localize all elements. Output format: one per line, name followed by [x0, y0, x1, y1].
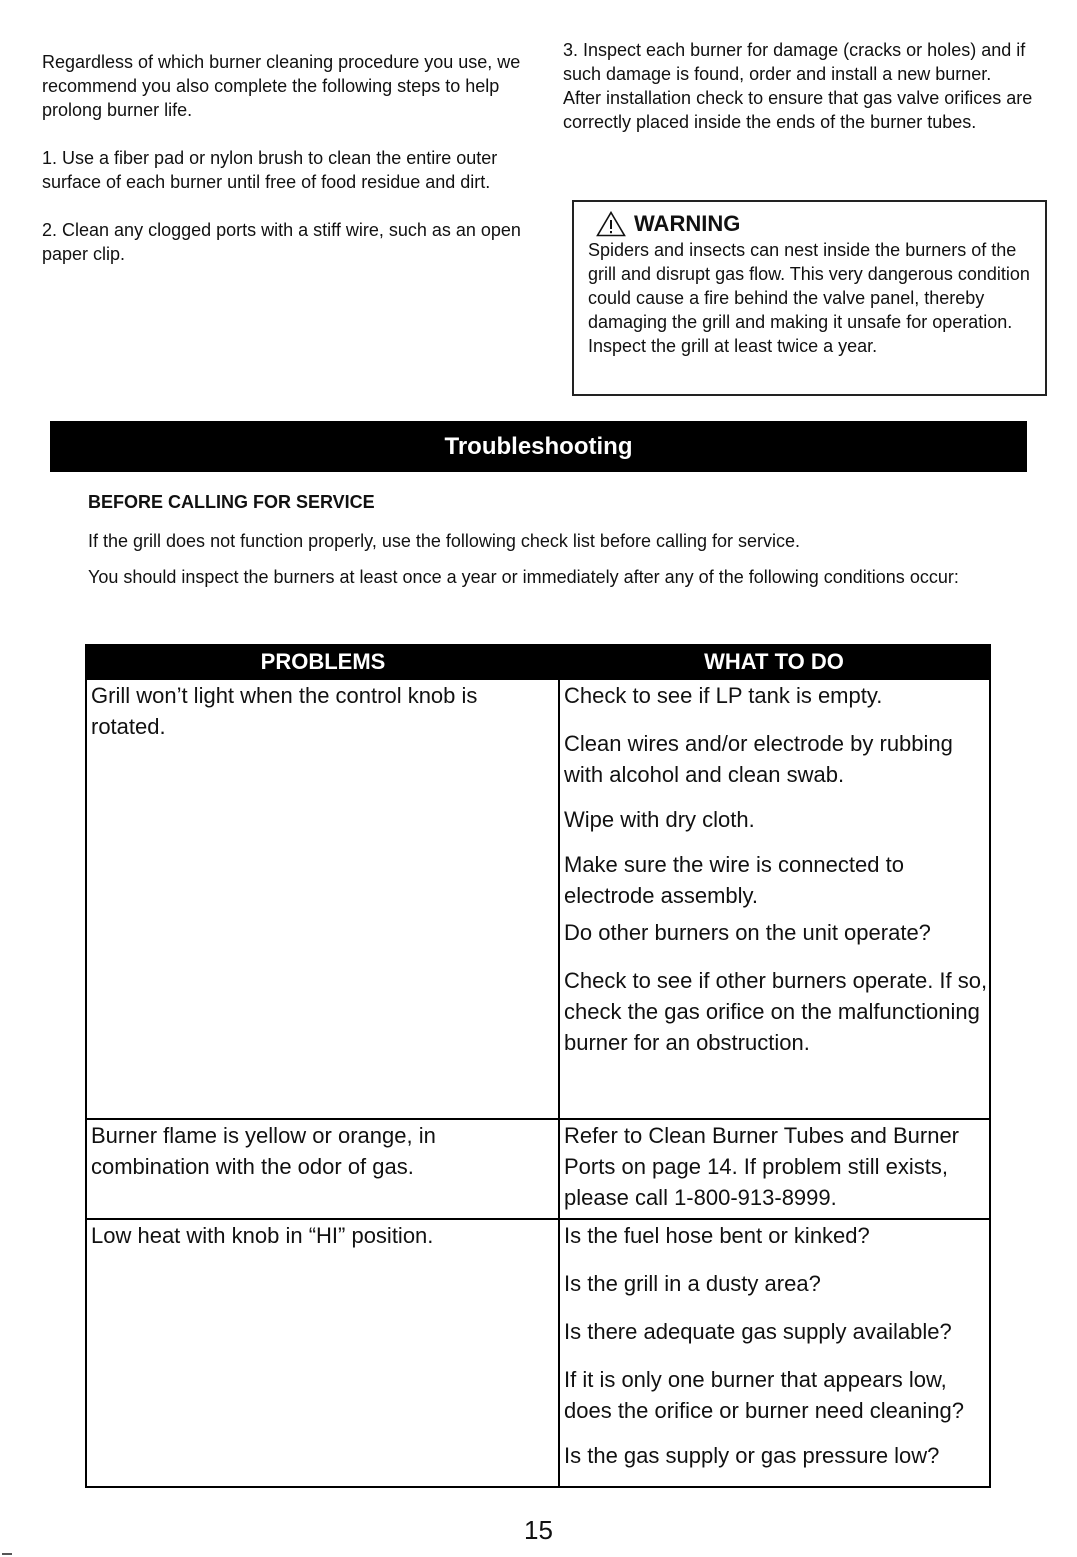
solution-item: Clean wires and/or electrode by rubbing with alcohol and clean swab. [564, 731, 953, 787]
warning-text: Spiders and insects can nest inside the burners of the grill and disrupt gas flow. This very dangerous condition could cause a fire behind the valve panel, thereby damaging the grill and making it unsafe for operation. Inspect the grill at least twice a year. [588, 240, 1030, 356]
solution-item: Check to see if other burners operate. If so, check the gas orifice on the malfunctioning burner for an obstruction. [564, 968, 988, 1055]
warning-triangle-icon [596, 211, 626, 237]
warning-title: WARNING [634, 211, 741, 236]
warning-box [572, 200, 1047, 396]
solution-cell [559, 1219, 990, 1487]
solution-item: Is there adequate gas supply available? [564, 1319, 952, 1344]
solution-cell [559, 679, 990, 1119]
step-1: 1. Use a fiber pad or nylon brush to clean the entire outer surface of each burner until free of food residue and dirt. [42, 148, 498, 192]
troubleshooting-banner [50, 421, 1027, 472]
warning-heading [596, 210, 1035, 238]
column-header-what-to-do: WHAT TO DO [559, 645, 990, 679]
table-row [86, 1119, 990, 1219]
inspection-note: You should inspect the burners at least once a year or immediately after any of the following conditions occur: [88, 567, 959, 587]
solution-item: Do other burners on the unit operate? [564, 920, 931, 945]
problem-cell [86, 679, 559, 1119]
solution-item: Refer to Clean Burner Tubes and Burner Ports on page 14. If problem still exists, please call 1-800-913-8999. [564, 1123, 960, 1210]
problem-cell [86, 1219, 559, 1487]
problem-cell [86, 1119, 559, 1219]
scan-mark [2, 1553, 12, 1555]
table-row [86, 1219, 990, 1487]
section-title: Troubleshooting [444, 432, 633, 460]
burner-care-step3 [563, 38, 1033, 134]
intro-paragraph: Regardless of which burner cleaning procedure you use, we recommend you also complete the following steps to help prolong burner life. [42, 52, 521, 120]
solution-item: Check to see if LP tank is empty. [564, 683, 883, 708]
solution-item: If it is only one burner that appears low, does the orifice or burner need cleaning? [564, 1367, 964, 1423]
page-number: 15 [524, 1515, 553, 1545]
solution-item: Is the fuel hose bent or kinked? [564, 1223, 870, 1248]
table-header-row [86, 645, 990, 679]
problem-text: Low heat with knob in “HI” position. [91, 1223, 434, 1248]
before-calling-heading: BEFORE CALLING FOR SERVICE [88, 492, 375, 512]
solution-item: Make sure the wire is connected to electrode assembly. [564, 852, 904, 908]
solution-item: Is the gas supply or gas pressure low? [564, 1443, 940, 1468]
step-2: 2. Clean any clogged ports with a stiff wire, such as an open paper clip. [42, 220, 521, 264]
step-3: 3. Inspect each burner for damage (cracks or holes) and if such damage is found, order and install a new burner. After installation check to ensure that gas valve orifices are correctly placed inside the ends of the burner tubes. [563, 40, 1033, 132]
solution-item: Wipe with dry cloth. [564, 807, 755, 832]
checklist-intro: If the grill does not function properly, use the following check list before calling for service. [88, 531, 801, 551]
troubleshooting-table [85, 644, 991, 1488]
burner-care-intro [42, 50, 522, 290]
solution-item: Is the grill in a dusty area? [564, 1271, 821, 1296]
solution-cell [559, 1119, 990, 1219]
problem-text: Burner flame is yellow or orange, in combination with the odor of gas. [91, 1123, 436, 1179]
column-header-problems: PROBLEMS [86, 645, 559, 679]
problem-text: Grill won’t light when the control knob is rotated. [91, 683, 478, 739]
table-row [86, 679, 990, 1119]
